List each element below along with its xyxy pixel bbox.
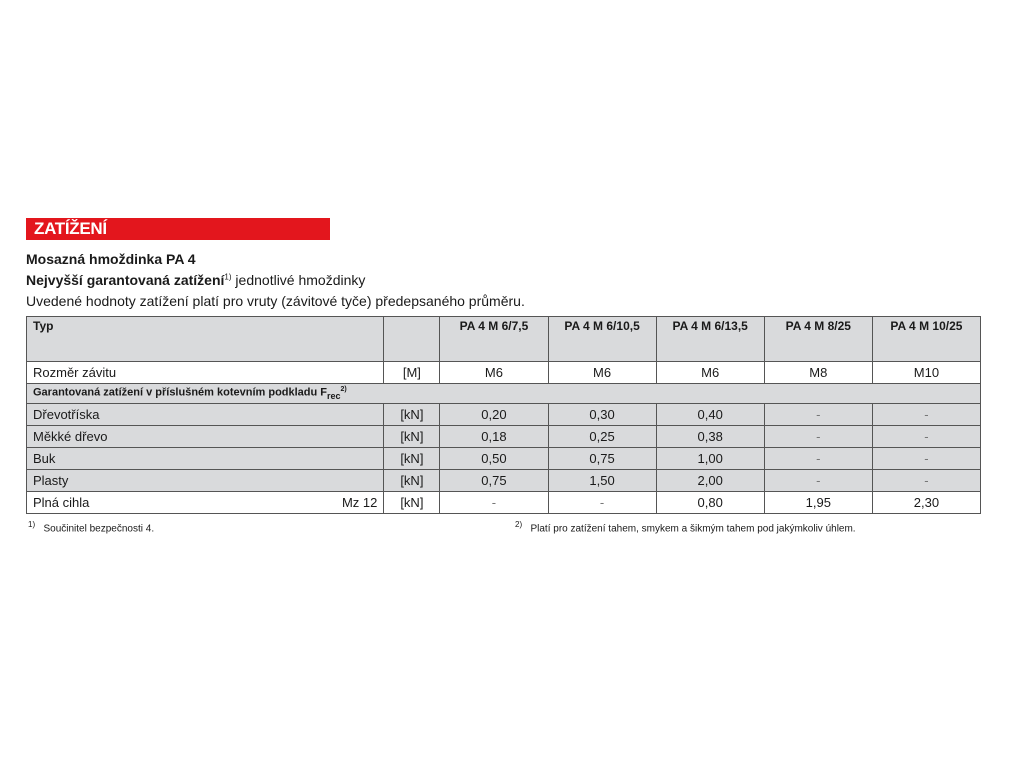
section-banner	[26, 218, 330, 240]
footnote-1: $^{1)}$ Součinitel bezpečnosti 4.	[28, 520, 155, 535]
table-cell: 0,75	[440, 470, 548, 492]
table-cell: -	[872, 426, 980, 448]
header-type: PA 4 M 6/10,5	[548, 317, 656, 362]
table-cell: M6	[656, 362, 764, 384]
footnote-2: $^{2)}$ Platí pro zatížení tahem, smykem a šikmým tahem pod jakýmkoliv úhlem.	[515, 520, 856, 535]
row-unit: [kN]	[384, 426, 440, 448]
row-unit: [kN]	[384, 448, 440, 470]
table-cell: M6	[548, 362, 656, 384]
section-sup: 2)	[340, 386, 347, 394]
table-cell: 0,50	[440, 448, 548, 470]
subtitle-footnote-mark: 1)	[224, 272, 232, 282]
section-header	[27, 384, 981, 404]
table-cell: -	[872, 448, 980, 470]
table-cell: 0,80	[656, 492, 764, 514]
header-type: PA 4 M 10/25	[872, 317, 980, 362]
table-cell: -	[764, 470, 872, 492]
table-cell: 1,00	[656, 448, 764, 470]
table-cell: 1,50	[548, 470, 656, 492]
header-type: PA 4 M 6/7,5	[440, 317, 548, 362]
table-cell: -	[764, 404, 872, 426]
table-cell: 0,40	[656, 404, 764, 426]
table-cell: -	[764, 426, 872, 448]
table-header-row	[27, 317, 981, 362]
table-cell: -	[872, 404, 980, 426]
row-label: Rozměr závitu	[27, 362, 384, 384]
table-cell: M8	[764, 362, 872, 384]
row-unit: [kN]	[384, 470, 440, 492]
load-subtitle	[26, 272, 365, 288]
table-cell: -	[548, 492, 656, 514]
row-label: Plasty	[27, 470, 384, 492]
header-unit-cell	[384, 317, 440, 362]
thread-row	[27, 362, 981, 384]
row-unit: [kN]	[384, 404, 440, 426]
table-cell: 2,30	[872, 492, 980, 514]
row-unit: [M]	[384, 362, 440, 384]
section-text: Garantovaná zatížení v příslušném kotevním podkladu F	[33, 386, 328, 399]
section-sub: rec	[327, 390, 341, 401]
table-cell: M10	[872, 362, 980, 384]
subtitle-rest: jednotlivé hmoždinky	[231, 272, 366, 288]
table-cell: 0,20	[440, 404, 548, 426]
validity-note: Uvedené hodnoty zatížení platí pro vruty (závitové tyče) předepsaného průměru.	[26, 293, 525, 309]
table-row	[27, 492, 981, 514]
row-label: Plná cihla Mz 12	[27, 492, 384, 514]
table-cell: 0,18	[440, 426, 548, 448]
header-type-label: Typ	[27, 317, 384, 362]
section-header-row	[27, 384, 981, 404]
header-type: PA 4 M 6/13,5	[656, 317, 764, 362]
row-label: Buk	[27, 448, 384, 470]
table-cell: M6	[440, 362, 548, 384]
table-cell: 0,30	[548, 404, 656, 426]
table-cell: 1,95	[764, 492, 872, 514]
row-label: Dřevotříska	[27, 404, 384, 426]
table-cell: 0,38	[656, 426, 764, 448]
row-label: Měkké dřevo	[27, 426, 384, 448]
subtitle-bold: Nejvyšší garantovaná zatížení	[26, 272, 225, 288]
load-table	[26, 316, 981, 514]
table-cell: 0,25	[548, 426, 656, 448]
row-unit: [kN]	[384, 492, 440, 514]
table-row	[27, 426, 981, 448]
table-cell: -	[440, 492, 548, 514]
table-cell: -	[764, 448, 872, 470]
table-cell: 2,00	[656, 470, 764, 492]
table-row	[27, 470, 981, 492]
banner-title: ZATÍŽENÍ	[34, 219, 107, 238]
product-title: Mosazná hmoždinka PA 4	[26, 251, 196, 267]
table-cell: -	[872, 470, 980, 492]
table-row	[27, 404, 981, 426]
table-row	[27, 448, 981, 470]
header-type: PA 4 M 8/25	[764, 317, 872, 362]
table-cell: 0,75	[548, 448, 656, 470]
